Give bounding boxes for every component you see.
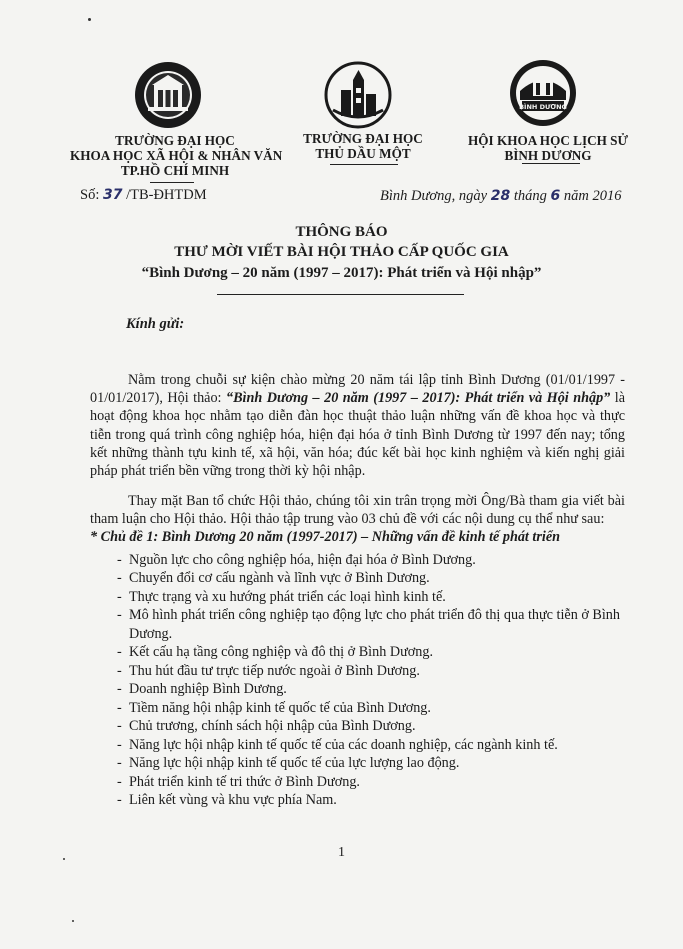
org-tdmu-underline bbox=[330, 164, 398, 165]
document-number-prefix: Số: bbox=[80, 187, 103, 203]
list-item: - Chuyển đổi cơ cấu ngành và lĩnh vực ở Bình Dương. bbox=[117, 569, 629, 587]
scan-speck bbox=[88, 18, 91, 21]
org-tdmu bbox=[288, 131, 438, 161]
list-item: - Thu hút đầu tư trực tiếp nước ngoài ở Bình Dương. bbox=[117, 662, 629, 680]
list-item: - Năng lực hội nhập kinh tế quốc tế của lực lượng lao động. bbox=[117, 754, 629, 772]
list-item: - Liên kết vùng và khu vực phía Nam. bbox=[117, 791, 629, 809]
org-history-society-line2: BÌNH DƯƠNG bbox=[504, 148, 592, 163]
invitation-paragraph-text: Thay mặt Ban tổ chức Hội thảo, chúng tôi xin trân trọng mời Ông/Bà tham gia viết bài tham luận cho Hội thảo. Hội thảo tập trung vào 03 chủ đề với các nội dung cụ thể như sau: bbox=[90, 493, 625, 528]
intro-paragraph-emphasis: “Bình Dương – 20 năm (1997 – 2017): Phát triển và Hội nhập” bbox=[225, 390, 611, 407]
org-tdmu-line1: TRƯỜNG ĐẠI HỌC bbox=[303, 131, 423, 146]
intro-paragraph-part1: Nằm trong chuỗi sự kiện chào mừng 20 năm tái lập tỉnh Bình Dương (01/01/1997 - 01/01/2017), Hội thảo: bbox=[90, 372, 625, 407]
title-divider bbox=[217, 294, 464, 295]
document-number-suffix: /TB-ĐHTDM bbox=[122, 187, 207, 203]
org-ussh-underline bbox=[150, 182, 194, 183]
ussh-logo-icon bbox=[133, 60, 203, 130]
org-tdmu-line2: THỦ DẦU MỘT bbox=[315, 146, 411, 161]
page-number: 1 bbox=[338, 845, 345, 860]
list-item: - Phát triển kinh tế tri thức ở Bình Dương. bbox=[117, 773, 629, 791]
date-month: 6 bbox=[550, 188, 561, 204]
org-ussh-line3: TP.HỒ CHÍ MINH bbox=[120, 163, 230, 178]
history-society-logo-icon bbox=[508, 58, 578, 128]
list-item: - Năng lực hội nhập kinh tế quốc tế của các doanh nghiệp, các ngành kinh tế. bbox=[117, 736, 629, 754]
topic-1-heading: * Chủ đề 1: Bình Dương 20 năm (1997-2017) – Những vấn đề kinh tế phát triển bbox=[90, 529, 561, 545]
document-date bbox=[380, 188, 621, 205]
intro-paragraph-part2: là hoạt động khoa học nhằm tạo diễn đàn học thuật thảo luận những vấn đề khoa học và thực tiễn trong quá trình công nghiệp hóa, hiện đại hóa ở tỉnh Bình Dương từ 1997 đến nay; tổng kết những thành tựu kinh tế, xã hội, văn hóa; đúc kết bài học kinh nghiệm và kiến nghị giải pháp phát triển bền vững trong thời kỳ hội nhập. bbox=[90, 390, 625, 480]
list-item: - Tiềm năng hội nhập kinh tế quốc tế của Bình Dương. bbox=[117, 699, 629, 717]
date-suffix: năm 2016 bbox=[560, 188, 622, 204]
org-history-society bbox=[455, 133, 641, 163]
document-number bbox=[80, 187, 207, 204]
org-ussh bbox=[70, 133, 283, 178]
org-history-society-line1: HỘI KHOA HỌC LỊCH SỬ bbox=[468, 133, 628, 148]
date-day: 28 bbox=[490, 188, 511, 204]
org-ussh-line2: KHOA HỌC XÃ HỘI & NHÂN VĂN bbox=[70, 148, 283, 163]
list-item: - Doanh nghiệp Bình Dương. bbox=[117, 680, 629, 698]
logo3-label: BÌNH DƯƠNG bbox=[519, 103, 567, 111]
scan-speck bbox=[63, 858, 65, 860]
list-item: - Nguồn lực cho công nghiệp hóa, hiện đại hóa ở Bình Dương. bbox=[117, 551, 629, 569]
date-mid: tháng bbox=[510, 188, 551, 204]
document-number-value: 37 bbox=[102, 187, 123, 203]
list-item: - Kết cấu hạ tầng công nghiệp và đô thị ở Bình Dương. bbox=[117, 643, 629, 661]
invitation-paragraph bbox=[90, 492, 625, 528]
topic-1-list bbox=[117, 551, 629, 810]
date-prefix: Bình Dương, ngày bbox=[380, 188, 491, 204]
conference-title: “Bình Dương – 20 năm (1997 – 2017): Phát triển và Hội nhập” bbox=[141, 265, 542, 281]
greeting: Kính gửi: bbox=[126, 316, 185, 332]
org-ussh-line1: TRƯỜNG ĐẠI HỌC bbox=[115, 133, 235, 148]
tdmu-logo-icon bbox=[323, 60, 393, 130]
org-history-society-underline bbox=[522, 163, 580, 164]
list-item: - Mô hình phát triển công nghiệp tạo động lực cho phát triển đô thị qua thực tiễn ở Bình Dương. bbox=[117, 606, 629, 643]
invitation-title: THƯ MỜI VIẾT BÀI HỘI THẢO CẤP QUỐC GIA bbox=[174, 244, 509, 260]
list-item: - Chủ trương, chính sách hội nhập của Bình Dương. bbox=[117, 717, 629, 735]
notice-title: THÔNG BÁO bbox=[295, 224, 388, 240]
intro-paragraph bbox=[90, 371, 625, 480]
scan-speck bbox=[72, 920, 74, 922]
list-item: - Thực trạng và xu hướng phát triển các loại hình kinh tế. bbox=[117, 588, 629, 606]
